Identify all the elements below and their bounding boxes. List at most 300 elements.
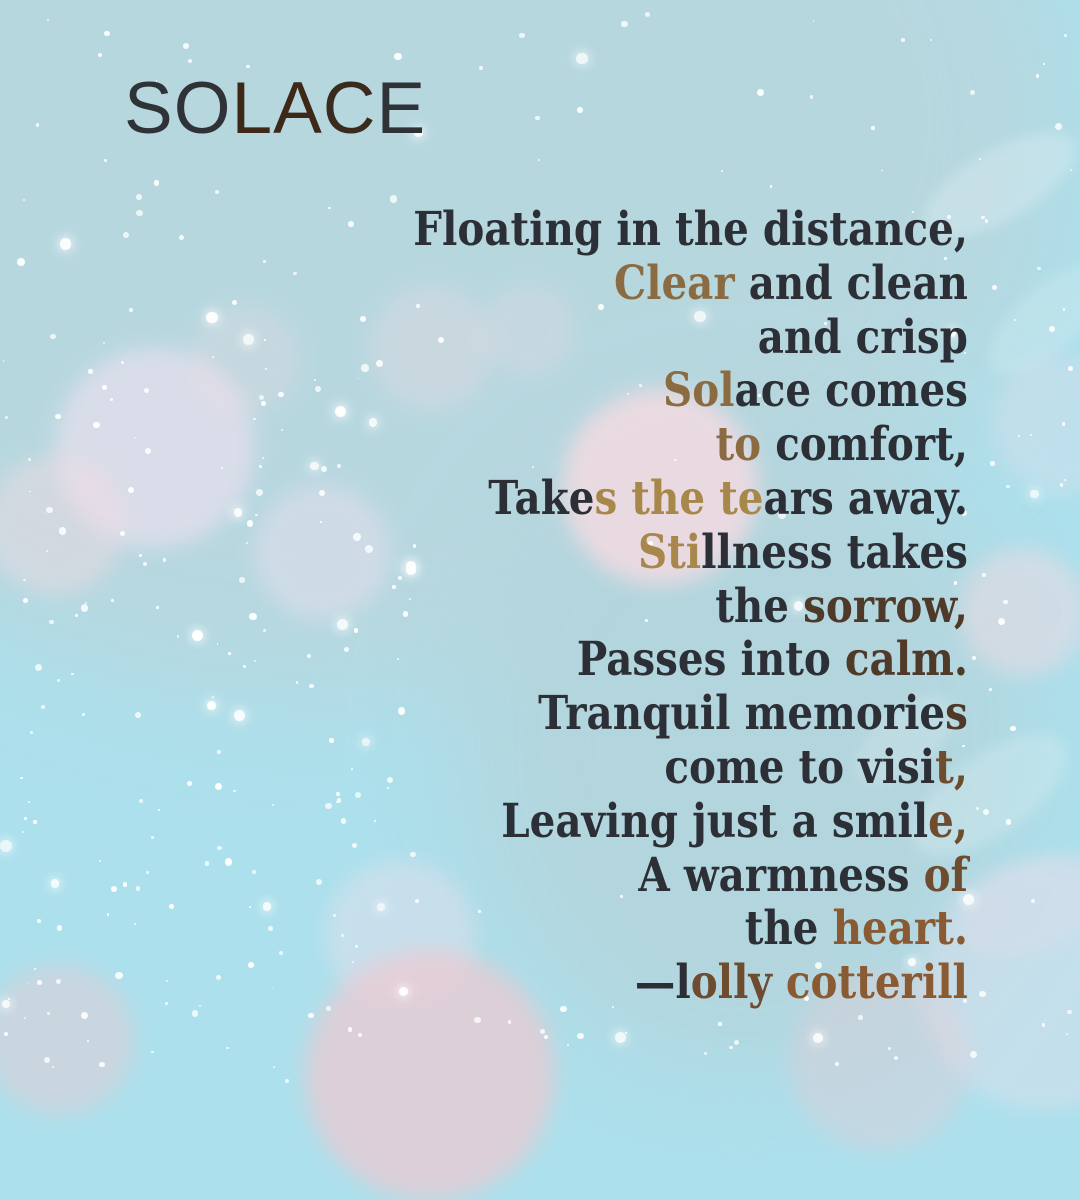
snow-dot [136,886,141,891]
snow-dot [813,20,815,22]
snow-dot [47,1012,50,1015]
snow-dot [358,378,360,380]
snow-dot [278,392,283,397]
snow-dot [23,199,25,201]
snow-dot [374,820,376,822]
snow-dot [704,1052,707,1055]
snow-dot [519,33,524,38]
snow-dot [353,533,361,541]
snow-dot [409,598,411,600]
snow-dot [621,21,628,28]
poem-segment: ace comes [734,363,968,419]
snow-dot [567,1044,569,1046]
snow-dot [718,1022,722,1026]
snow-dot [398,707,406,715]
snow-dot [1055,123,1062,130]
poem-line [413,687,968,741]
snow-dot [215,783,222,790]
snow-dot [352,843,358,849]
snow-dot [5,416,8,419]
snow-dot [1062,422,1065,425]
snow-dot [273,1066,275,1068]
snow-dot [212,696,214,698]
snow-dot [352,961,354,963]
snow-dot [992,285,997,290]
snow-dot [329,738,334,743]
poem-segment: s the te [594,470,764,526]
snow-dot [734,1040,739,1045]
snow-dot [123,232,129,238]
snow-dot [187,781,191,785]
snow-dot [316,879,322,885]
snow-dot [254,660,256,662]
snow-dot [0,840,12,852]
snow-dot [351,768,353,770]
snow-dot [47,19,49,21]
snow-dot [46,507,53,514]
poem [413,203,968,1010]
snow-dot [163,558,167,562]
snow-dot [341,934,344,937]
snow-dot [239,577,245,583]
snow-dot [103,342,105,344]
snow-dot [255,514,258,517]
poem-segment: come to visi [664,739,936,795]
snow-dot [115,972,122,979]
snow-dot [57,925,62,930]
snow-dot [576,53,587,64]
snow-dot [188,59,192,63]
poem-segment: and crisp [757,309,968,365]
poem-segment: sorrow, [803,578,968,634]
snow-dot [1006,819,1012,825]
snow-dot [326,1006,331,1011]
snow-dot [49,620,54,625]
snow-dot [98,53,102,57]
snow-dot [976,807,979,810]
snow-dot [293,272,296,275]
poem-line [413,472,968,526]
snow-dot [136,194,142,200]
title-segment: C [322,68,377,149]
snow-dot [265,368,267,370]
snow-dot [398,576,402,580]
snow-dot [337,798,342,803]
snow-dot [46,550,48,552]
snow-dot [136,210,142,216]
snow-dot [307,654,312,659]
snow-dot [1031,899,1035,903]
poem-segment: llness takes [701,524,968,580]
page-title [124,68,427,149]
poem-line [413,364,968,418]
snow-dot [1030,434,1032,436]
snow-dot [232,300,237,305]
snow-dot [134,437,136,439]
poem-line [413,418,968,472]
snow-dot [387,777,393,783]
snow-dot [272,987,274,989]
snow-dot [310,462,319,471]
poem-segment: Sol [663,363,735,419]
snow-dot [577,107,583,113]
snow-dot [894,1056,898,1060]
snow-dot [82,713,85,716]
poem-segment: Clear [614,255,735,311]
snow-dot [33,820,36,823]
poem-line [413,257,968,311]
title-segment: LA [231,68,323,149]
snow-dot [259,465,262,468]
snow-dot [358,1033,362,1037]
snow-dot [30,731,33,734]
snow-dot [770,185,772,187]
snow-dot [99,860,101,862]
snow-dot [810,95,814,99]
poem-segment: Leaving just a smil [501,793,929,849]
snow-dot [166,980,168,982]
snow-dot [36,123,40,127]
snow-dot [261,401,266,406]
snow-dot [50,334,55,339]
poem-line [413,956,968,1010]
snow-dot [156,606,159,609]
snow-dot [217,643,219,645]
snow-dot [169,904,174,909]
poem-segment: A warmness [638,847,924,903]
snow-dot [397,658,399,660]
snow-dot [20,777,23,780]
snow-dot [972,656,976,660]
snow-dot [192,1010,199,1017]
snow-dot [52,1066,54,1068]
snow-dot [990,461,995,466]
snow-dot [225,858,233,866]
poem-segment: Tranquil memorie [538,686,946,742]
snow-dot [979,158,981,160]
snow-dot [217,846,222,851]
poem-line [413,526,968,580]
snow-dot [1014,319,1016,321]
snow-dot [104,159,107,162]
snow-dot [268,926,273,931]
snow-dot [544,1035,548,1039]
snow-dot [212,356,214,358]
snow-dot [355,792,361,798]
snow-dot [309,684,313,688]
snow-dot [337,619,348,630]
snow-dot [55,414,60,419]
snow-dot [56,979,61,984]
snow-dot [348,1027,353,1032]
snow-dot [970,1051,977,1058]
snow-dot [888,1047,891,1050]
snow-dot [394,53,401,60]
snow-dot [325,803,332,810]
poem-segment: ars away. [763,470,968,526]
snow-dot [328,207,330,209]
snow-dot [1036,74,1039,77]
poem-segment: —l [634,955,691,1011]
snow-dot [71,673,73,675]
snow-dot [217,750,222,755]
snow-dot [111,599,114,602]
snow-dot [344,647,349,652]
snow-dot [858,1015,863,1020]
snow-dot [29,491,31,493]
snow-dot [983,809,989,815]
snow-dot [228,652,231,655]
snow-dot [296,681,298,683]
snow-dot [1003,600,1008,605]
snow-dot [264,339,266,341]
snow-dot [59,527,66,534]
snow-dot [354,628,359,633]
snow-dot [165,1002,168,1005]
poem-segment: the [744,901,833,957]
snow-dot [17,258,25,266]
poem-line [413,795,968,849]
snow-dot [28,983,30,985]
snow-dot [365,545,373,553]
snow-dot [192,630,203,641]
snow-dot [226,1047,228,1049]
snow-dot [336,792,339,795]
snow-dot [99,1062,104,1067]
snow-dot [263,902,271,910]
snow-dot [348,221,353,226]
snow-dot [540,1029,546,1035]
snow-dot [259,395,264,400]
snow-dot [361,364,368,371]
snow-dot [1030,490,1039,499]
poem-segment: of [923,847,968,903]
snow-dot [369,418,378,427]
snow-dot [1010,726,1016,732]
snow-dot [355,945,358,948]
snow-dot [333,914,336,917]
snow-dot [3,360,5,362]
snow-dot [134,923,136,925]
snow-dot [256,489,263,496]
snow-dot [535,116,540,121]
snow-dot [508,1020,512,1024]
snow-dot [57,679,60,682]
snow-dot [135,712,141,718]
snow-dot [143,562,147,566]
snow-dot [233,790,235,792]
poem-segment: comfort, [761,417,968,473]
poem-segment: t, [935,739,968,795]
snow-dot [1060,483,1063,486]
snow-dot [813,1033,823,1043]
snow-dot [335,406,346,417]
snow-dot [881,170,883,172]
snow-dot [75,614,77,616]
snow-dot [319,490,325,496]
snow-dot [901,38,905,42]
snow-dot [234,710,245,721]
poem-segment: heart. [832,901,968,957]
snow-dot [139,554,142,557]
snow-dot [248,962,254,968]
snow-dot [249,613,256,620]
snow-dot [985,219,989,223]
title-segment: E [376,68,427,149]
snow-dot [215,190,219,194]
snow-dot [139,799,143,803]
poem-segment: Sti [638,524,702,580]
snow-dot [144,388,149,393]
snow-dot [35,664,42,671]
snow-dot [337,464,341,468]
poem-segment: and clean [734,255,968,311]
poem-line [413,311,968,365]
title-segment: SO [124,68,232,149]
snow-dot [129,308,133,312]
snow-dot [263,629,266,632]
snow-dot [253,418,256,421]
snow-dot [177,635,179,637]
snow-dot [120,531,125,536]
snow-dot [60,238,71,249]
snow-dot [28,458,30,460]
snow-dot [314,379,316,381]
snow-dot [1037,267,1041,271]
snow-dot [871,126,875,130]
snow-dot [835,1062,839,1066]
poem-segment: Passes into [576,632,845,688]
snow-dot [1064,34,1067,37]
snow-dot [1042,1023,1045,1026]
snow-dot [146,871,149,874]
snow-dot [145,448,151,454]
snow-dot [1070,169,1072,171]
poem-segment: Take [488,470,595,526]
snow-dot [1006,485,1009,488]
snow-dot [320,521,322,523]
snow-dot [128,487,134,493]
snow-dot [44,1057,50,1063]
snow-dot [263,260,266,263]
snow-dot [1066,1033,1068,1035]
snow-dot [249,906,251,908]
snow-dot [206,312,218,324]
snow-dot [87,1040,89,1042]
snow-dot [102,385,107,390]
snow-dot [1018,435,1020,437]
snow-dot [577,1033,583,1039]
snow-dot [970,90,975,95]
poem-segment: the [715,578,804,634]
snow-dot [199,1005,201,1007]
snow-dot [23,579,25,581]
snow-dot [285,1079,289,1083]
snow-dot [183,43,189,49]
snow-dot [930,39,932,41]
snow-dot [81,1012,88,1019]
snow-dot [41,705,45,709]
poem-line [413,741,968,795]
snow-dot [24,817,28,821]
poem-segment: s [945,686,968,742]
snow-dot [247,520,254,527]
snow-dot [81,604,89,612]
snow-dot [757,89,764,96]
snow-dot [390,195,398,203]
snow-dot [399,987,408,996]
poem-segment: Floating in the distance, [413,202,968,257]
snow-dot [262,457,264,459]
snow-dot [234,508,243,517]
snow-dot [93,422,99,428]
snow-dot [123,882,128,887]
snow-dot [24,1017,26,1019]
snow-dot [23,598,28,603]
poem-segment: calm. [844,632,968,688]
snow-dot [110,398,113,401]
snow-dot [272,804,274,806]
snow-dot [151,836,154,839]
snow-dot [221,467,223,469]
snow-dot [207,701,216,710]
snow-dot [392,585,396,589]
poem-line [413,203,968,257]
snow-dot [179,235,184,240]
snow-dot [279,951,283,955]
snow-dot [154,180,160,186]
snow-dot [4,1032,8,1036]
snow-dot [729,1046,733,1050]
poem-segment: cotterill [786,955,968,1011]
snow-dot [315,386,321,392]
poem-line [413,902,968,956]
snow-dot [205,861,210,866]
snow-dot [376,360,383,367]
poem-line [413,633,968,687]
snow-dot [107,913,110,916]
snow-dot [645,12,650,17]
snow-dot [243,665,246,668]
snow-dot [243,334,254,345]
snow-dot [151,1051,154,1054]
snow-dot [989,688,992,691]
snow-dot [1063,308,1065,310]
snow-dot [37,980,41,984]
snow-dot [721,170,723,172]
snow-dot [2,1000,10,1008]
snow-dot [387,787,389,789]
snow-dot [321,466,327,472]
snow-dot [1068,366,1073,371]
snow-dot [998,618,1005,625]
poem-segment: to [715,417,762,473]
snow-dot [88,369,93,374]
snow-dot [111,886,117,892]
snow-dot [34,968,36,970]
snow-dot [1064,479,1066,481]
poem-line [413,580,968,634]
poem-segment: e, [928,793,968,849]
snow-dot [22,831,24,833]
snow-dot [252,870,256,874]
snow-dot [37,919,41,923]
snow-dot [51,879,59,887]
snow-dot [28,801,30,803]
snow-dot [474,1017,481,1024]
snow-dot [216,975,221,980]
snow-dot [979,991,986,998]
